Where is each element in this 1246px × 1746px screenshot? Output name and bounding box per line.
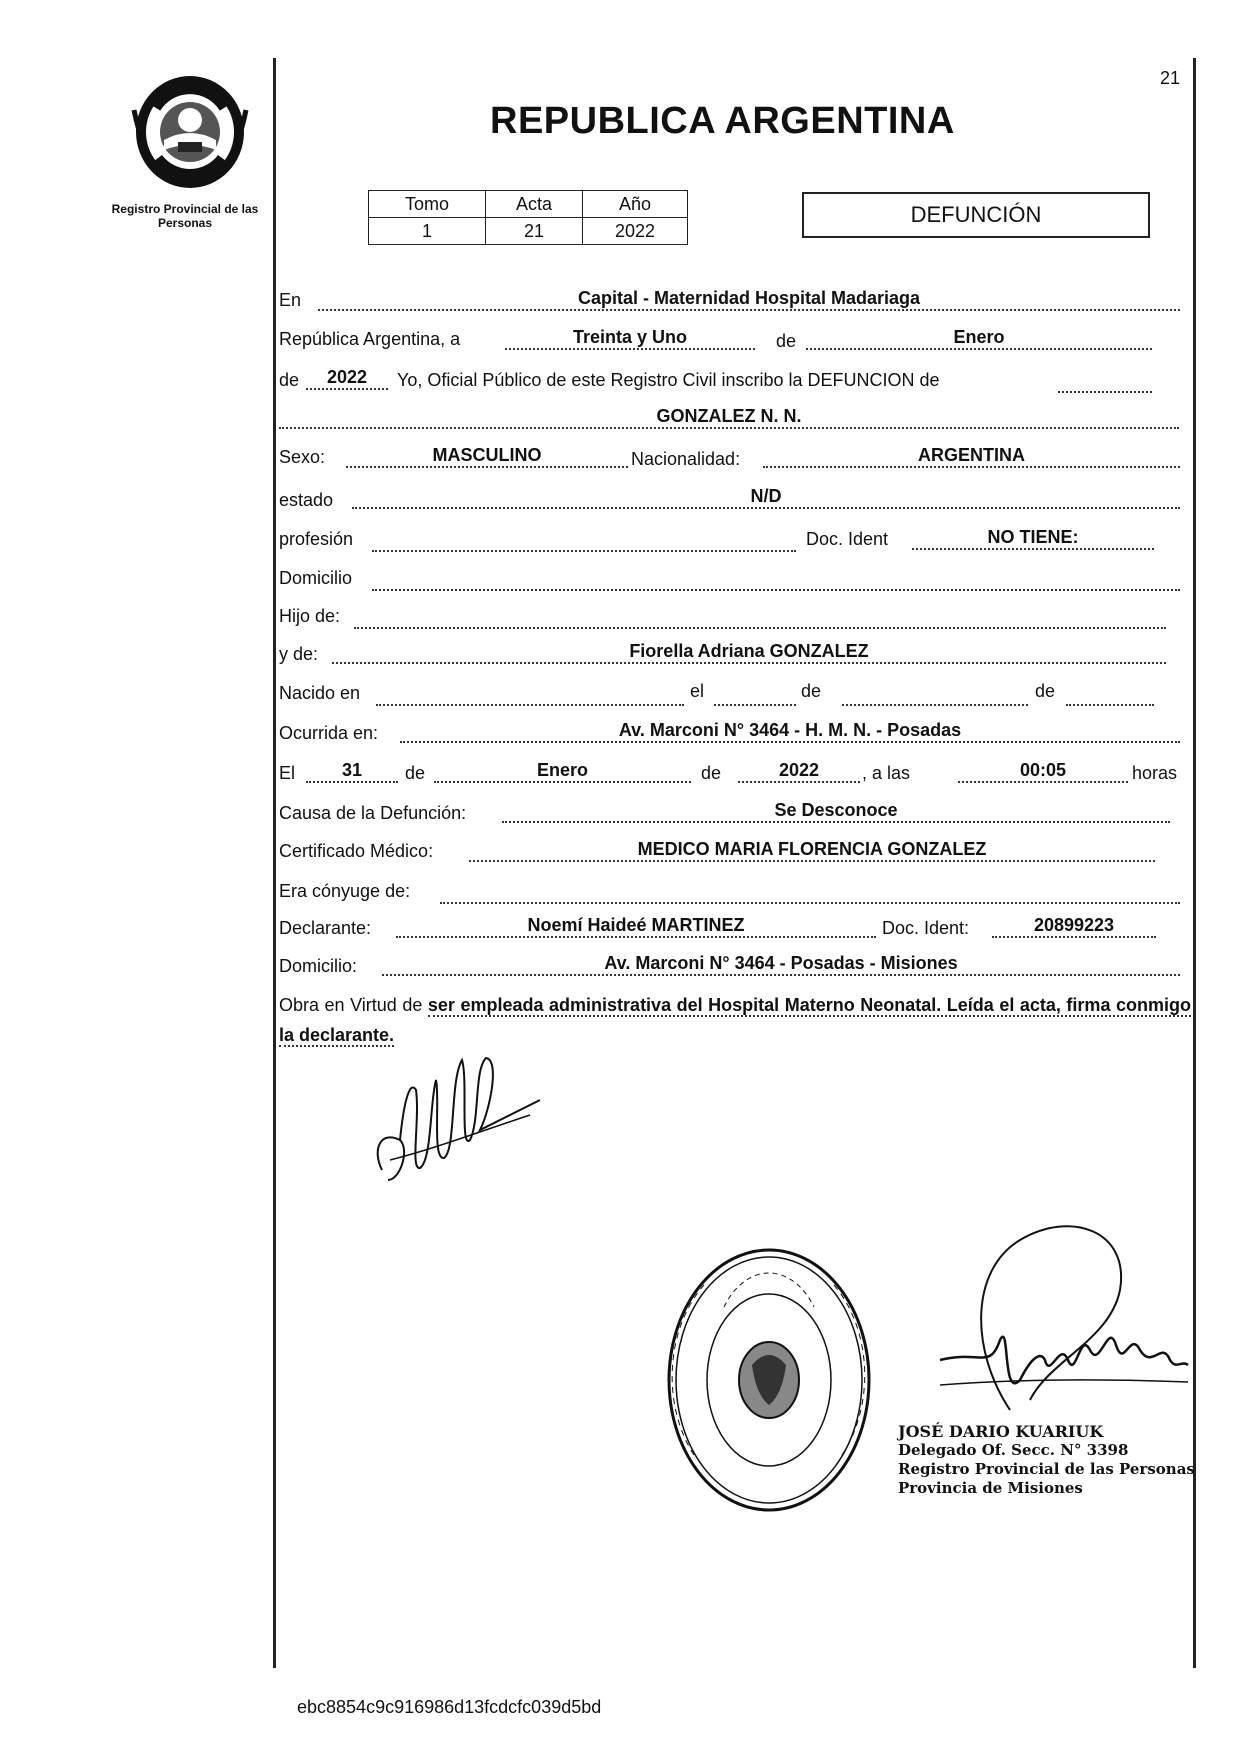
death-year: 2022: [738, 759, 860, 783]
civil-status-value: N/D: [352, 485, 1180, 509]
doc-ident2-label: Doc. Ident:: [882, 918, 970, 938]
en-label: En: [279, 290, 302, 310]
nacido-label: Nacido en: [279, 683, 361, 703]
profession-dotted-line: [372, 530, 796, 552]
official-office: Registro Provincial de las Personas: [898, 1460, 1195, 1478]
declarant-doc-ident: 20899223: [992, 914, 1156, 938]
anio-value: 2022: [583, 218, 688, 245]
acta-header: Acta: [486, 191, 583, 218]
profesion-label: profesión: [279, 529, 354, 549]
registry-label: Registro Provincial de las Personas: [111, 202, 259, 230]
republica-label: República Argentina, a: [279, 329, 461, 349]
act-table-value-row: [369, 218, 688, 245]
declarant-address: Av. Marconi N° 3464 - Posadas - Misiones: [382, 952, 1180, 976]
document-hash: ebc8854c9c916986d13fcdcfc039d5bd: [297, 1697, 602, 1717]
official-title: Delegado Of. Secc. N° 3398: [898, 1441, 1129, 1459]
de4-label: de: [701, 763, 722, 783]
province-coat-of-arms-logo: [130, 70, 250, 190]
el-label: el: [690, 681, 705, 701]
page-number: 21: [1160, 68, 1181, 88]
conyuge-label: Era cónyuge de:: [279, 881, 411, 901]
registration-day-words: Treinta y Uno: [505, 326, 755, 350]
document-type-box: DEFUNCIÓN: [802, 192, 1150, 238]
death-month: Enero: [434, 759, 691, 783]
official-name: JOSÉ DARIO KUARIUK: [898, 1422, 1104, 1441]
tomo-header: Tomo: [369, 191, 486, 218]
registration-month: Enero: [806, 326, 1152, 350]
ocurrida-label: Ocurrida en:: [279, 723, 379, 743]
left-margin-line: [273, 58, 276, 1668]
declarant-signature-icon: [370, 1040, 550, 1200]
domicilio-label: Domicilio: [279, 568, 353, 588]
deceased-name: GONZALEZ N. N.: [279, 405, 1179, 429]
death-time: 00:05: [958, 759, 1128, 783]
address-dotted-line: [372, 569, 1180, 591]
dotted-line: [1058, 371, 1152, 393]
sex-value: MASCULINO: [346, 444, 628, 468]
spouse-dotted-line: [440, 882, 1180, 904]
anio-header: Año: [583, 191, 688, 218]
official-signature-icon: [930, 1210, 1190, 1440]
de2-label: de: [279, 370, 300, 390]
place-of-registration: Capital - Maternidad Hospital Madariaga: [318, 287, 1180, 311]
birth-day-dotted-line: [714, 684, 796, 706]
registration-year: 2022: [306, 366, 388, 390]
place-of-death: Av. Marconi N° 3464 - H. M. N. - Posadas: [400, 719, 1180, 743]
doc-ident-label: Doc. Ident: [806, 529, 889, 549]
hijo-label: Hijo de:: [279, 606, 341, 626]
nationality-value: ARGENTINA: [763, 444, 1180, 468]
act-table-header-row: [369, 191, 688, 218]
official-seal-icon: [664, 1245, 874, 1515]
nacionalidad-label: Nacionalidad:: [631, 449, 741, 469]
horas-label: horas: [1132, 763, 1178, 783]
declaration-text: Yo, Oficial Público de este Registro Civil inscribo la DEFUNCION de: [397, 370, 940, 390]
acta-value: 21: [486, 218, 583, 245]
de-label: de: [776, 331, 797, 351]
birth-year-dotted-line: [1066, 684, 1154, 706]
page-title: REPUBLICA ARGENTINA: [490, 100, 955, 142]
cause-of-death: Se Desconoce: [502, 799, 1170, 823]
de3-label: de: [405, 763, 426, 783]
act-registry-table: [368, 190, 688, 245]
reason-value: ser empleada administrativa del Hospital Materno Neonatal. Leída el acta, firma conmigo la declarante.: [279, 995, 1191, 1045]
certificado-label: Certificado Médico:: [279, 841, 434, 861]
obra-label: Obra en Virtud de: [279, 995, 423, 1015]
domicilio2-label: Domicilio:: [279, 956, 358, 976]
de-b-label: de: [1035, 681, 1056, 701]
a-las-label: , a las: [862, 763, 911, 783]
official-stamp-text: [898, 1422, 1195, 1498]
birthplace-dotted-line: [376, 684, 684, 706]
declarante-label: Declarante:: [279, 918, 372, 938]
doc-ident-value: NO TIENE:: [912, 526, 1154, 550]
declarant-name: Noemí Haideé MARTINEZ: [396, 914, 876, 938]
death-day: 31: [306, 759, 398, 783]
y-de-label: y de:: [279, 644, 319, 664]
sexo-label: Sexo:: [279, 447, 326, 467]
causa-label: Causa de la Defunción:: [279, 803, 467, 823]
estado-label: estado: [279, 490, 334, 510]
birth-month-dotted-line: [842, 684, 1028, 706]
official-province: Provincia de Misiones: [898, 1479, 1083, 1497]
de-a-label: de: [801, 681, 822, 701]
mother-name: Fiorella Adriana GONZALEZ: [332, 640, 1166, 664]
tomo-value: 1: [369, 218, 486, 245]
father-dotted-line: [354, 607, 1166, 629]
medical-certificate: MEDICO MARIA FLORENCIA GONZALEZ: [469, 838, 1155, 862]
el2-label: El: [279, 763, 296, 783]
